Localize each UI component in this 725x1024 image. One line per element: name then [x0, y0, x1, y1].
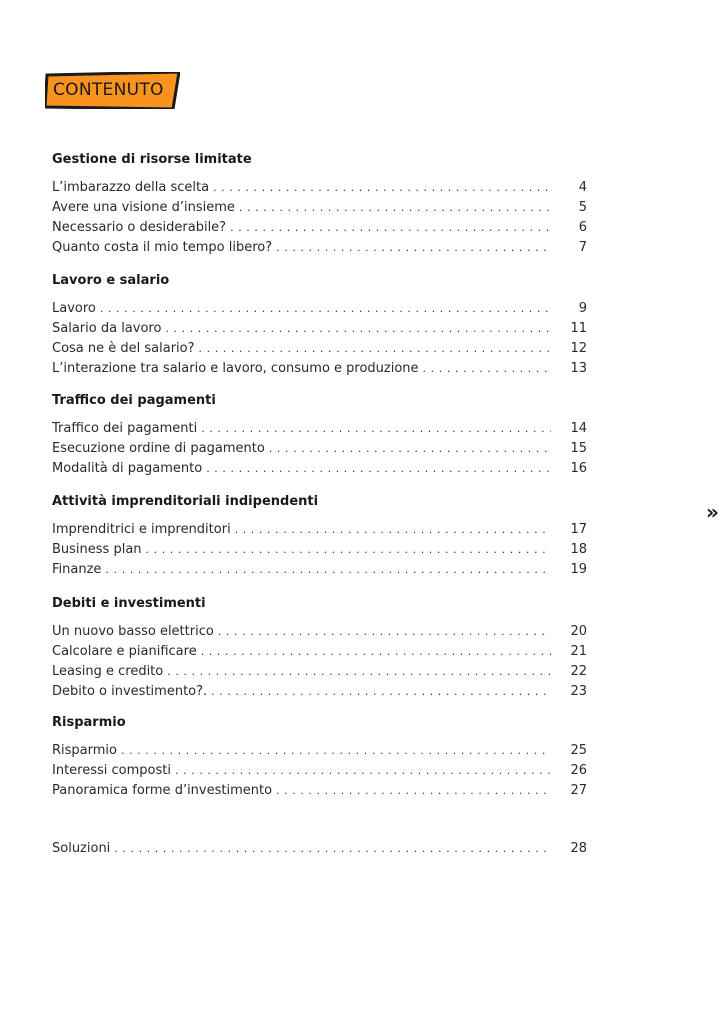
- section-heading: Debiti e investimenti: [52, 596, 206, 611]
- dot-leader: [423, 362, 551, 375]
- toc-entry[interactable]: [52, 421, 587, 441]
- toc-entry-page-number: 16: [570, 461, 587, 476]
- toc-entry-page-number: 17: [570, 522, 587, 537]
- toc-entry[interactable]: [52, 461, 587, 481]
- next-page-chevron-icon[interactable]: »: [706, 500, 719, 524]
- toc-entry-label: Panoramica forme d’investimento: [52, 783, 273, 798]
- page-title: CONTENUTO: [53, 80, 164, 100]
- toc-entry-label: Un nuovo basso elettrico: [52, 624, 214, 639]
- dot-leader: [235, 523, 551, 536]
- toc-entry-page-number: 18: [570, 542, 587, 557]
- toc-entry-page-number: 25: [570, 743, 587, 758]
- toc-entry-page-number: 28: [570, 841, 587, 856]
- toc-entry[interactable]: [52, 644, 587, 664]
- dot-leader: [211, 685, 551, 698]
- toc-entry[interactable]: [52, 200, 587, 220]
- dot-leader: [201, 645, 551, 658]
- section-heading: Traffico dei pagamenti: [52, 393, 216, 408]
- toc-entry-label: Esecuzione ordine di pagamento: [52, 441, 265, 456]
- toc-entry-page-number: 11: [570, 321, 587, 336]
- toc-entry[interactable]: [52, 220, 587, 240]
- toc-entry-page-number: 20: [570, 624, 587, 639]
- toc-entry[interactable]: [52, 624, 587, 644]
- toc-entry-label: Modalità di pagamento: [52, 461, 203, 476]
- section-heading: Risparmio: [52, 715, 126, 730]
- toc-entry-label: Calcolare e pianificare: [52, 644, 197, 659]
- toc-entry-label: L’interazione tra salario e lavoro, consumo e produzione: [52, 361, 419, 376]
- toc-entry[interactable]: [52, 542, 587, 562]
- dot-leader: [276, 784, 551, 797]
- toc-entry-label: Debito o investimento?.: [52, 684, 208, 699]
- toc-entry[interactable]: [52, 361, 587, 381]
- dot-leader: [213, 181, 551, 194]
- toc-entry-page-number: 22: [570, 664, 587, 679]
- dot-leader: [206, 462, 551, 475]
- dot-leader: [114, 842, 551, 855]
- toc-entry[interactable]: [52, 562, 587, 582]
- toc-entry-page-number: 12: [570, 341, 587, 356]
- toc-entry[interactable]: [52, 743, 587, 763]
- toc-entry-page-number: 4: [578, 180, 587, 195]
- toc-entry-label: Quanto costa il mio tempo libero?: [52, 240, 273, 255]
- toc-entry-page-number: 27: [570, 783, 587, 798]
- dot-leader: [276, 241, 551, 254]
- toc-entry-label: Business plan: [52, 542, 142, 557]
- toc-entry-label: Leasing e credito: [52, 664, 164, 679]
- toc-entry[interactable]: [52, 664, 587, 684]
- toc-entry-page-number: 15: [570, 441, 587, 456]
- dot-leader: [165, 322, 551, 335]
- toc-entry-solutions[interactable]: [52, 841, 587, 861]
- toc-entry-label: Finanze: [52, 562, 102, 577]
- toc-entry[interactable]: [52, 783, 587, 803]
- section-heading: Gestione di risorse limitate: [52, 152, 252, 167]
- toc-entry[interactable]: [52, 240, 587, 260]
- section-heading: Attività imprenditoriali indipendenti: [52, 494, 319, 509]
- toc-entry-page-number: 19: [570, 562, 587, 577]
- toc-entry[interactable]: [52, 341, 587, 361]
- toc-entry-page-number: 23: [570, 684, 587, 699]
- dot-leader: [269, 442, 551, 455]
- toc-entry-label: L’imbarazzo della scelta: [52, 180, 210, 195]
- dot-leader: [230, 221, 551, 234]
- toc-entry-label: Avere una visione d’insieme: [52, 200, 235, 215]
- dot-leader: [146, 543, 551, 556]
- dot-leader: [175, 764, 551, 777]
- dot-leader: [121, 744, 551, 757]
- dot-leader: [201, 422, 551, 435]
- toc-entry[interactable]: [52, 301, 587, 321]
- section-heading: Lavoro e salario: [52, 273, 170, 288]
- toc-entry-label: Interessi composti: [52, 763, 171, 778]
- toc-entry[interactable]: [52, 321, 587, 341]
- toc-entry[interactable]: [52, 522, 587, 542]
- dot-leader: [239, 201, 551, 214]
- toc-entry-label: Cosa ne è del salario?: [52, 341, 195, 356]
- dot-leader: [218, 625, 551, 638]
- toc-entry-page-number: 5: [578, 200, 587, 215]
- toc-entry-page-number: 6: [578, 220, 587, 235]
- dot-leader: [100, 302, 551, 315]
- toc-entry[interactable]: [52, 180, 587, 200]
- dot-leader: [167, 665, 551, 678]
- toc-entry[interactable]: [52, 684, 587, 704]
- toc-entry-label: Soluzioni: [52, 841, 111, 856]
- toc-entry-page-number: 14: [570, 421, 587, 436]
- toc-entry[interactable]: [52, 441, 587, 461]
- toc-entry-label: Lavoro: [52, 301, 96, 316]
- toc-entry-label: Necessario o desiderabile?: [52, 220, 227, 235]
- toc-entry-page-number: 21: [570, 644, 587, 659]
- contents-title-badge: [45, 72, 180, 109]
- toc-entry-page-number: 13: [570, 361, 587, 376]
- dot-leader: [105, 563, 551, 576]
- toc-entry-label: Imprenditrici e imprenditori: [52, 522, 231, 537]
- toc-entry-page-number: 9: [578, 301, 587, 316]
- toc-entry-label: Traffico dei pagamenti: [52, 421, 198, 436]
- toc-entry[interactable]: [52, 763, 587, 783]
- toc-entry-label: Salario da lavoro: [52, 321, 162, 336]
- dot-leader: [199, 342, 551, 355]
- toc-entry-page-number: 26: [570, 763, 587, 778]
- toc-entry-page-number: 7: [578, 240, 587, 255]
- toc-entry-label: Risparmio: [52, 743, 117, 758]
